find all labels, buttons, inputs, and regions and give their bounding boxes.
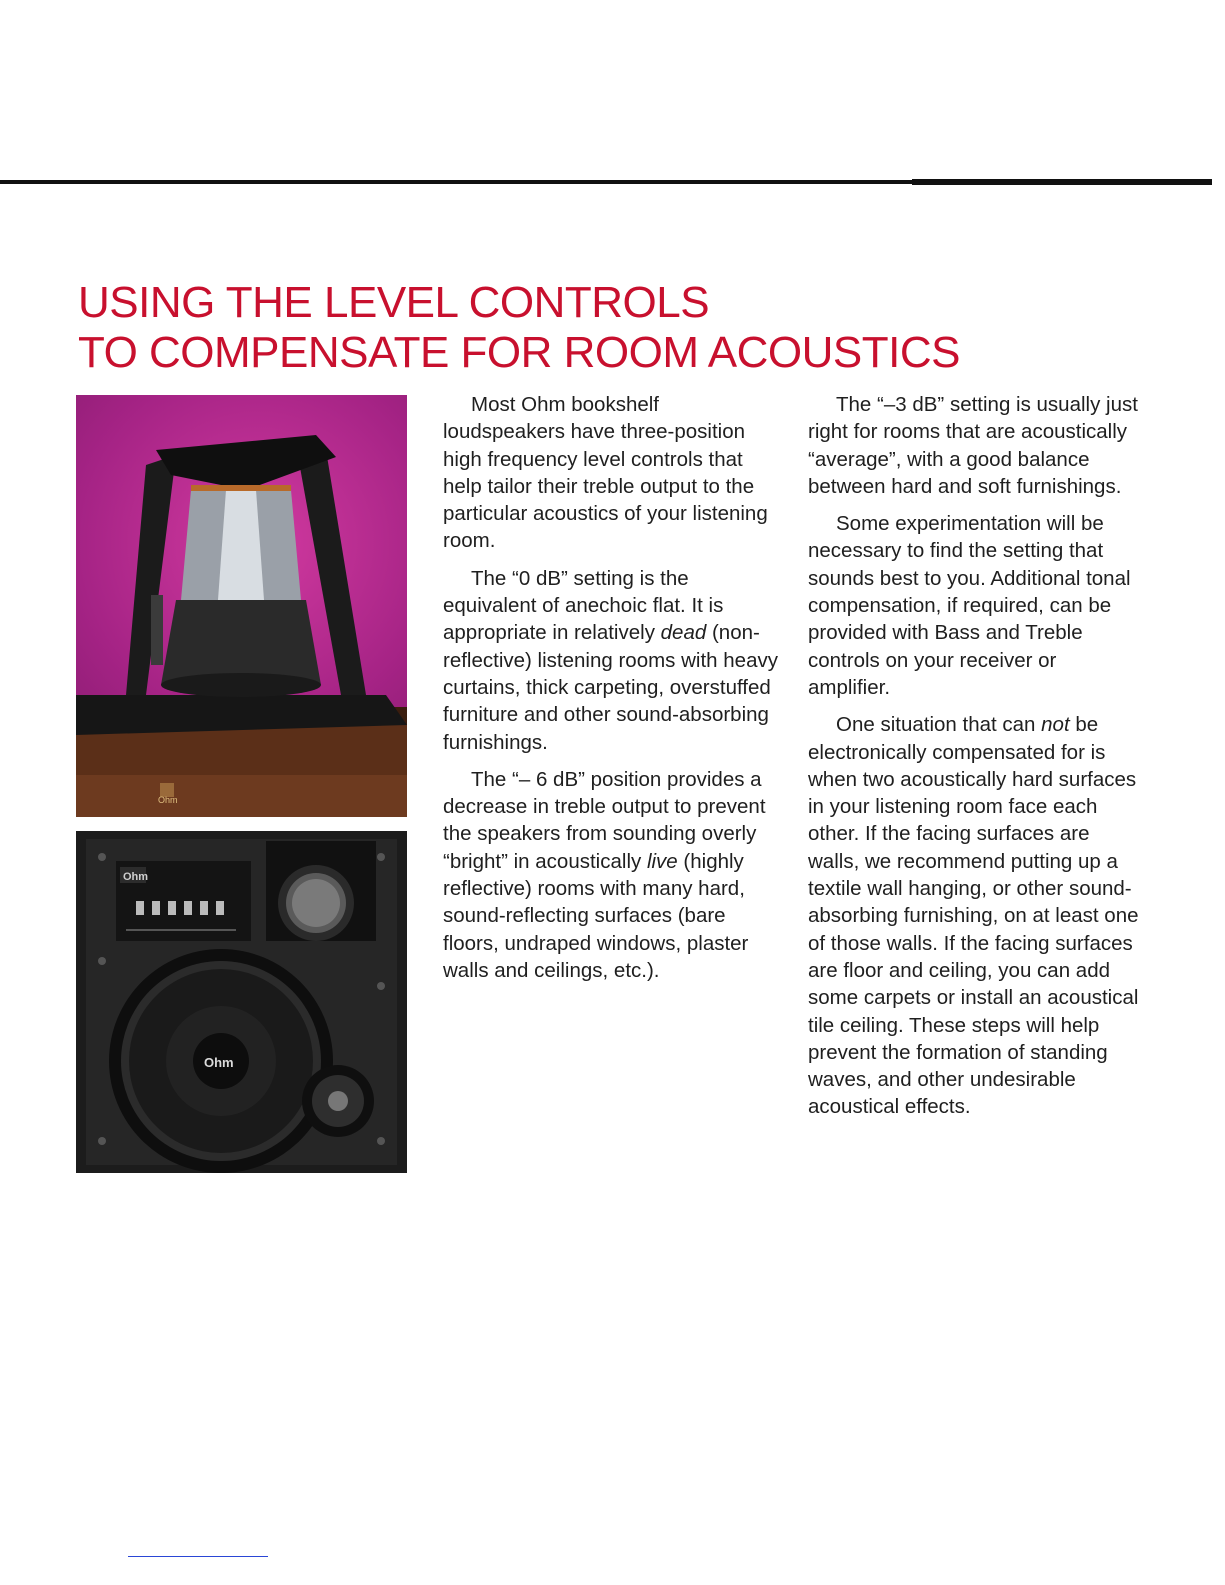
- emphasis: live: [646, 849, 678, 873]
- title-line-1: USING THE LEVEL CONTROLS: [78, 278, 710, 327]
- text-run: The “– 6 dB” position provides a decrease in treble output to prevent the speakers from sounding overly “bright” in acoustically: [443, 767, 766, 873]
- page-title: [78, 278, 960, 378]
- paragraph: Most Ohm bookshelf loudspeakers have three-position high frequency level controls that help tailor their treble output to the particular acoustics of your listening room.: [443, 393, 768, 553]
- text-run: The “0 dB” setting is the equivalent of anechoic flat. It is appropriate in relatively: [443, 566, 724, 645]
- paragraph: [808, 711, 1143, 1120]
- paragraph: [443, 565, 778, 756]
- text-column-2: [808, 391, 1143, 1131]
- emphasis: not: [1041, 713, 1070, 737]
- emphasis: dead: [660, 621, 707, 645]
- text-run: (non-reflective) listening rooms with heavy curtains, thick carpeting, overstuffed furniture and other sound-absorbing furnishings.: [443, 621, 778, 754]
- ohm-label: Ohm: [158, 795, 178, 805]
- floor-speaker-photo: [76, 395, 407, 817]
- ohm-logo: Ohm: [123, 871, 149, 883]
- text-run: One situation that can: [836, 713, 1042, 737]
- text-run: (highly reflective) rooms with many hard, sound-reflecting surfaces (bare floors, undraped windows, plaster walls and ceilings, etc.).: [443, 849, 749, 982]
- text-column-1: [443, 391, 778, 994]
- paragraph: The “–3 dB” setting is usually just right for rooms that are acoustically “average”, with a good balance between hard and soft furnishings.: [808, 393, 1138, 498]
- top-rule: [0, 180, 1212, 184]
- bookshelf-speaker-photo: [76, 831, 407, 1173]
- bookshelf-speaker-icon: [76, 831, 407, 1173]
- title-line-2: TO COMPENSATE FOR ROOM ACOUSTICS: [78, 328, 961, 377]
- footer-line: [128, 1556, 268, 1557]
- woofer-ohm-logo: Ohm: [204, 1055, 234, 1070]
- paragraph: Some experimentation will be necessary to find the setting that sounds best to you. Additional tonal compensation, if required, can be provided with Bass and Treble controls on your receiver or amplifier.: [808, 512, 1131, 699]
- text-run: be electronically compensated for is when two acoustically hard surfaces in your listening room face each other. If the facing surfaces are walls, we recommend putting up a textile wall hanging, or other sound-absorbing furnishing, on at least one of those walls. If the facing surfaces are floor and ceiling, you can add some carpets or install an acoustical tile ceiling. These steps will help prevent the formation of standing waves, and other undesirable acoustical effects.: [808, 713, 1139, 1119]
- floor-speaker-icon: [76, 395, 407, 817]
- paragraph: [443, 766, 778, 984]
